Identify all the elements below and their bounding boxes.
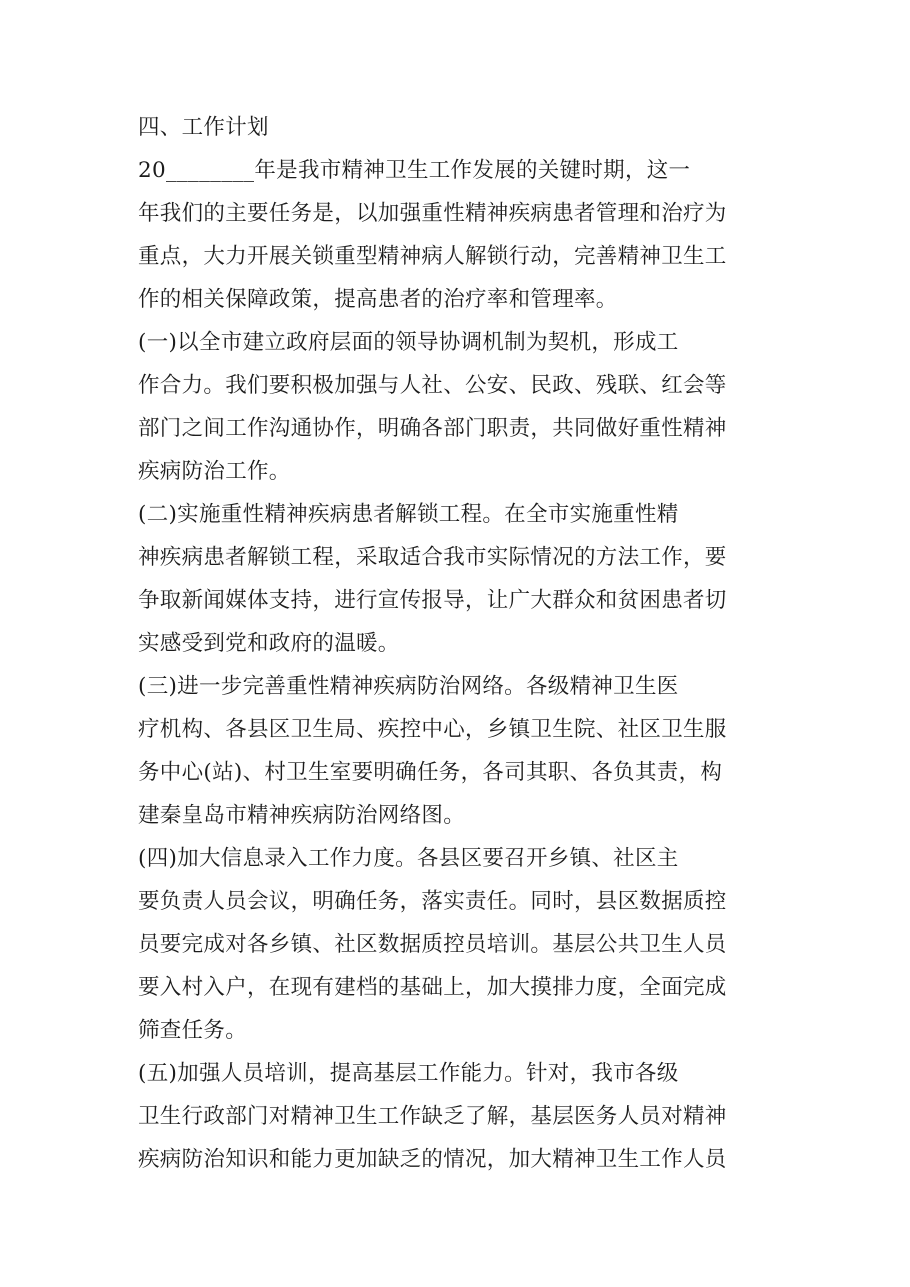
text-line: 疾病防治工作。: [138, 459, 291, 484]
text-line: (一)以全市建立政府层面的领导协调机制为契机，形成工: [138, 330, 679, 355]
text-line: 实感受到党和政府的温暖。: [138, 631, 400, 656]
document-body: [138, 106, 778, 1181]
text-line: (四)加大信息录入工作力度。各县区要召开乡镇、社区主: [138, 846, 679, 871]
text-line: (五)加强人员培训，提高基层工作能力。针对，我市各级: [138, 1061, 679, 1086]
text-line: 疾病防治知识和能力更加缺乏的情况，加大精神卫生工作人员: [138, 1147, 727, 1172]
text-line: 务中心(站)、村卫生室要明确任务，各司其职、各负其责，构: [138, 760, 723, 785]
text-line: 20________年是我市精神卫生工作发展的关键时期，这一: [138, 158, 691, 183]
text-line: 建秦皇岛市精神疾病防治网络图。: [138, 803, 466, 828]
text-line: 作合力。我们要积极加强与人社、公安、民政、残联、红会等: [138, 373, 727, 398]
text-line: 争取新闻媒体支持，进行宣传报导，让广大群众和贫困患者切: [138, 588, 727, 613]
text-line: 要入村入户，在现有建档的基础上，加大摸排力度，全面完成: [138, 975, 727, 1000]
text-line: 神疾病患者解锁工程，采取适合我市实际情况的方法工作，要: [138, 545, 727, 570]
text-line: 年我们的主要任务是，以加强重性精神疾病患者管理和治疗为: [138, 201, 727, 226]
text-line: 卫生行政部门对精神卫生工作缺乏了解，基层医务人员对精神: [138, 1104, 727, 1129]
text-line: (二)实施重性精神疾病患者解锁工程。在全市实施重性精: [138, 502, 679, 527]
section-heading: 四、工作计划: [138, 115, 269, 140]
text-line: 筛查任务。: [138, 1018, 248, 1043]
text-line: 要负责人员会议，明确任务，落实责任。同时，县区数据质控: [138, 889, 727, 914]
text-line: 作的相关保障政策，提高患者的治疗率和管理率。: [138, 287, 618, 312]
text-line: (三)进一步完善重性精神疾病防治网络。各级精神卫生医: [138, 674, 679, 699]
text-line: 疗机构、各县区卫生局、疾控中心，乡镇卫生院、社区卫生服: [138, 717, 727, 742]
text-line: 重点，大力开展关锁重型精神病人解锁行动，完善精神卫生工: [138, 244, 727, 269]
text-line: 员要完成对各乡镇、社区数据质控员培训。基层公共卫生人员: [138, 932, 727, 957]
text-line: 部门之间工作沟通协作，明确各部门职责，共同做好重性精神: [138, 416, 727, 441]
